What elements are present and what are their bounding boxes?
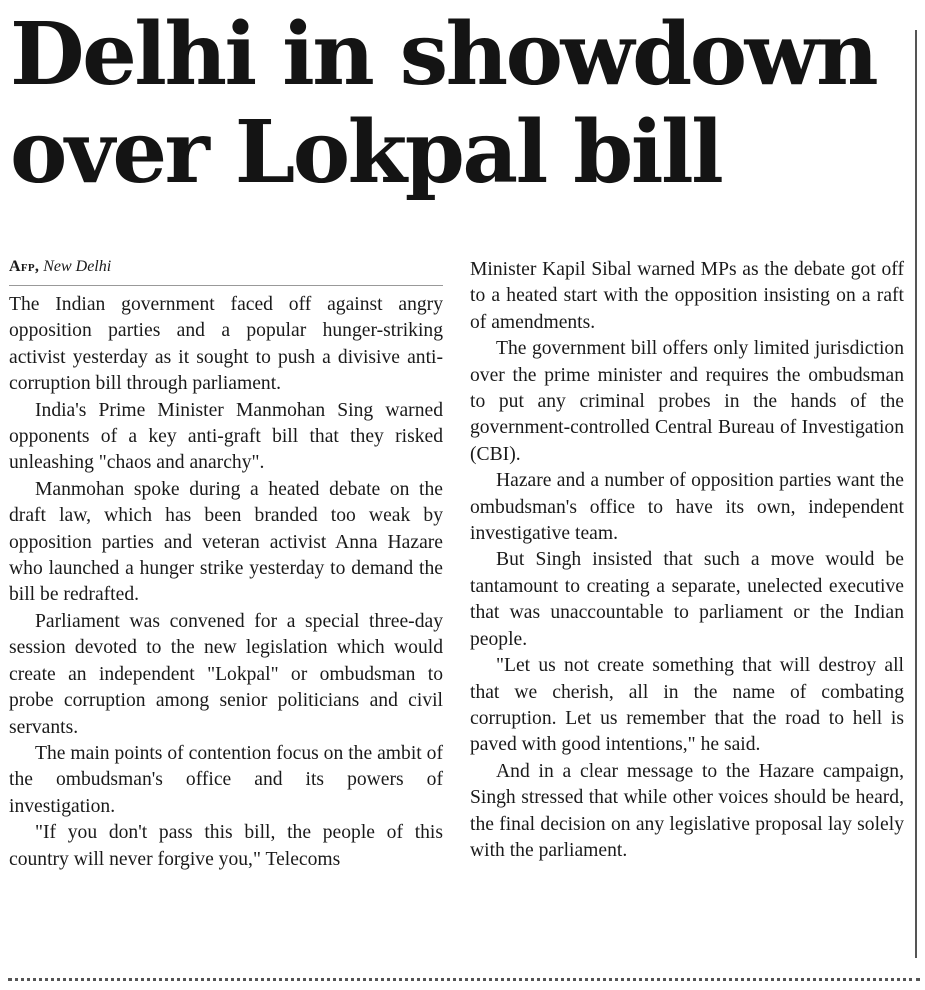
byline-agency: Afp,	[9, 258, 40, 275]
byline-place: New Delhi	[43, 258, 112, 275]
article-paragraph: The main points of contention focus on the ambit of the ombudsman's office and its powers of investigation.	[9, 742, 443, 817]
article-paragraph: Manmohan spoke during a heated debate on the draft law, which has been branded too weak by opposition parties and veteran activist Anna Hazare who launched a hunger strike yesterday to demand the bill be redrafted.	[9, 478, 443, 606]
article-paragraph: Hazare and a number of opposition parties want the ombudsman's office to have its own, independent investigative team.	[470, 470, 904, 545]
headline-line-2: over Lokpal bill	[10, 102, 722, 203]
article-paragraph: The Indian government faced off against angry opposition parties and a popular hunger-striking activist yesterday as it sought to push a divisive anti-corruption bill through parliament.	[9, 294, 443, 395]
article-paragraph: "Let us not create something that will destroy all that we cherish, all in the name of combating corruption. Let us remember that the road to hell is paved with good intentions," he said.	[470, 655, 904, 756]
article-paragraph: And in a clear message to the Hazare campaign, Singh stressed that while other voices should be heard, the final decision on any legislative proposal lay solely with the parliament.	[470, 760, 904, 861]
article-column-right	[470, 257, 904, 864]
article-paragraph-continued: Minister Kapil Sibal warned MPs as the debate got off to a heated start with the opposition insisting on a raft of amendments.	[470, 259, 904, 333]
column-divider-rule	[915, 30, 917, 958]
article-column-left	[9, 257, 443, 873]
article-paragraph: But Singh insisted that such a move would be tantamount to creating a separate, unelected executive that was unaccountable to parliament or the Indian people.	[470, 549, 904, 650]
headline	[10, 6, 910, 202]
byline	[9, 257, 443, 286]
article-paragraph: India's Prime Minister Manmohan Sing warned opponents of a key anti-graft bill that they risked unleashing "chaos and anarchy".	[9, 399, 443, 474]
article-paragraph: The government bill offers only limited jurisdiction over the prime minister and requires the ombudsman to put any criminal probes in the hands of the government-controlled Central Bureau of Investigation (CBI).	[470, 338, 904, 465]
dotted-footer-rule	[8, 978, 920, 981]
article-paragraph: Parliament was convened for a special three-day session devoted to the new legislation which would create an independent "Lokpal" or ombudsman to probe corruption among senior politicians and civil servants.	[9, 610, 443, 738]
article-paragraph: "If you don't pass this bill, the people of this country will never forgive you," Telecoms	[9, 822, 443, 870]
headline-line-1: Delhi in showdown	[10, 4, 877, 105]
